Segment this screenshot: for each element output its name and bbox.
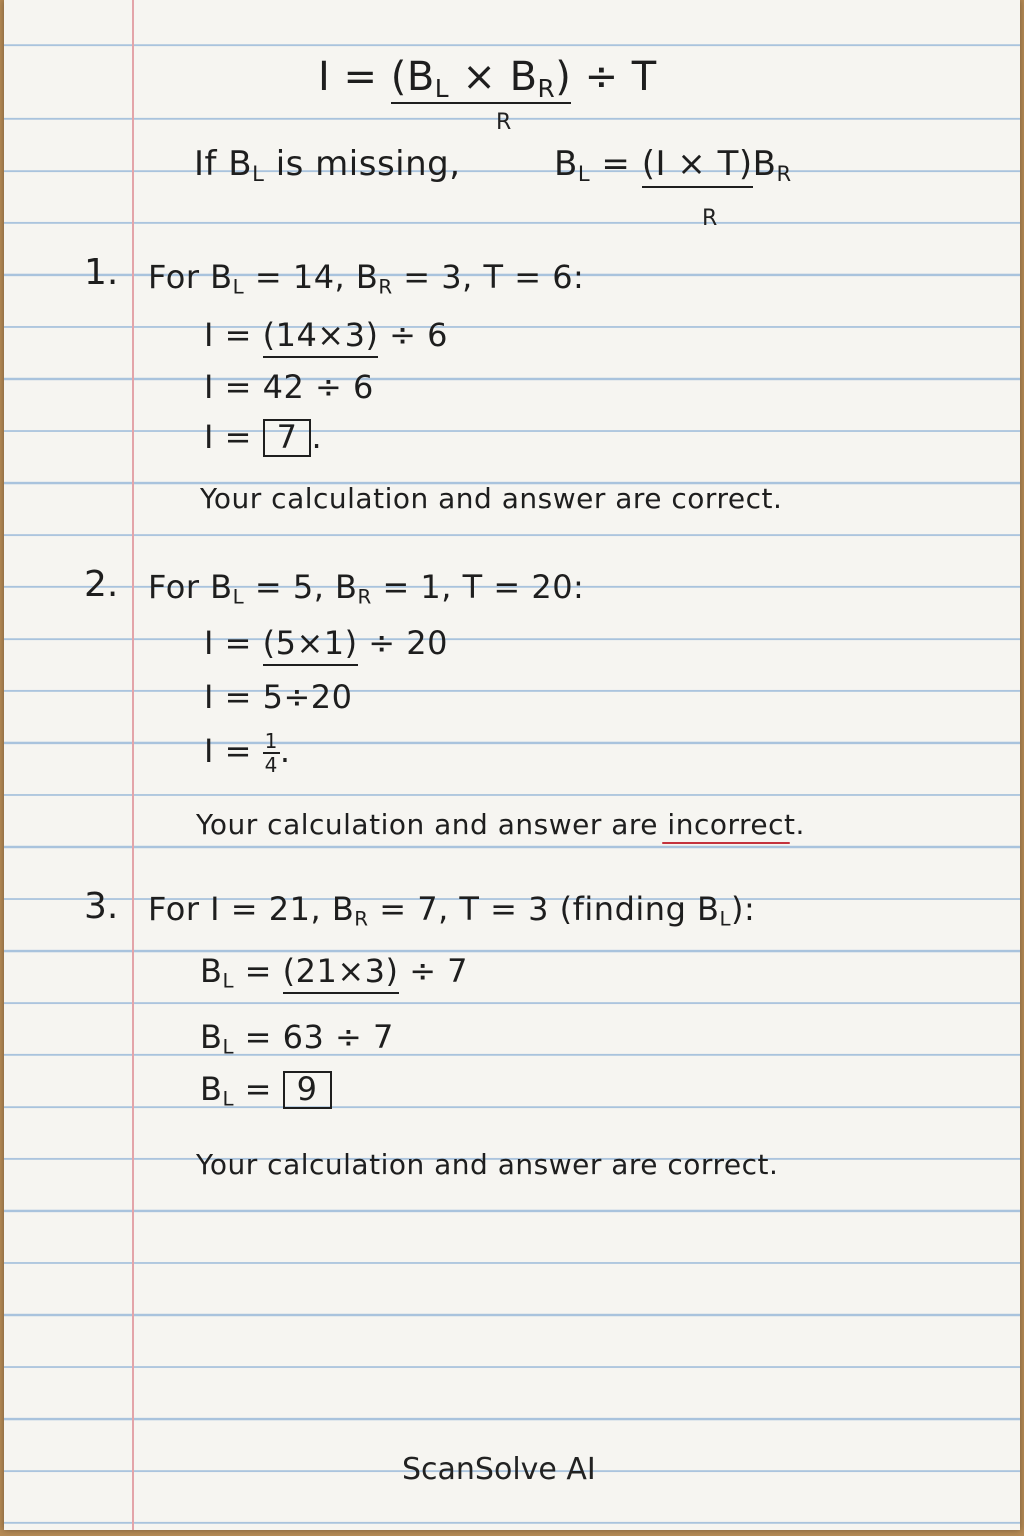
missing-denominator: R [702,206,718,231]
problem-1-step-1 [204,316,448,354]
p2-step1-lhs: I = [204,624,263,662]
problem-3-step-1 [200,952,468,993]
problem-1-answer-box: 7 [263,419,312,457]
p3-prompt-a: For I = 21, B [148,890,355,928]
p2-answer-denominator: 4 [264,753,278,777]
p3-step1-lhs-sub: L [222,969,234,993]
problem-2-verdict [196,808,805,841]
formula-sub-r: R [537,73,556,103]
p3-prompt-b: = 7, T = 3 (finding B [368,890,720,928]
problem-1-number: 1. [84,252,119,293]
p1-answer-tail: . [311,418,323,456]
problem-2-prompt [148,568,584,609]
formula-times: × B [449,54,538,100]
p3-step3-lhs: B [200,1070,223,1108]
problem-1-verdict: Your calculation and answer are correct. [200,482,783,515]
formula-tail: ÷ T [571,54,657,100]
p1-prompt-c: = 3, T = 6: [392,258,585,296]
p3-step1-num: (21×3) [283,952,399,994]
p2-step1-tail: ÷ 20 [357,624,448,662]
notebook-page [4,0,1020,1530]
missing-intro-text: If B [194,144,253,184]
p1-prompt-a-sub: L [232,275,245,299]
p1-step1-tail: ÷ 6 [378,316,448,354]
problem-3-prompt [148,890,755,931]
p2-prompt-a: For B [148,568,233,606]
p1-step1-lhs: I = [204,316,263,354]
p3-step1-lhs: B [200,952,223,990]
p2-prompt-b: = 5, B [244,568,358,606]
p1-prompt-b-sub: R [378,275,393,299]
footer-brand: ScanSolve AI [402,1452,596,1487]
problem-1-prompt [148,258,584,299]
problem-2-number: 2. [84,564,119,605]
missing-intro-rest: is missing, [264,144,461,184]
missing-intro-sub: L [252,160,265,186]
missing-intro [194,144,461,186]
p1-step3-lhs: I = [204,418,263,456]
missing-lhs: B [554,144,578,184]
problem-2-answer-fraction [263,730,280,776]
problem-3-step-2 [200,1018,394,1059]
p1-step1-num: (14×3) [263,316,379,358]
formula-lhs: I = [318,54,391,100]
p3-step1-eq: = [234,952,283,990]
missing-eq: = [590,144,642,184]
margin-line [132,0,134,1530]
formula-denominator: R [496,110,512,135]
p3-step3-eq: = [234,1070,283,1108]
missing-formula [554,144,792,186]
p3-step2-lhs-sub: L [222,1035,234,1059]
p2-verdict-incorrect-word: incorrect [667,808,796,841]
problem-3-number: 3. [84,886,119,927]
p2-answer-numerator: 1 [264,729,278,753]
problem-2-step-1 [204,624,448,662]
formula-num-open: (B [390,54,435,100]
problem-1-step-3 [204,418,322,457]
p2-verdict-end: . [795,808,805,841]
p2-step1-num: (5×1) [263,624,358,666]
p1-prompt-b: = 14, B [244,258,379,296]
formula-sub-l: L [434,73,450,103]
p3-prompt-c: ): [731,890,756,928]
p3-step1-tail: ÷ 7 [398,952,469,990]
problem-3-answer-box: 9 [283,1071,332,1109]
missing-br-sub: R [776,160,792,186]
problem-3-step-3 [200,1070,332,1111]
problem-3-verdict: Your calculation and answer are correct. [196,1148,779,1181]
missing-lhs-sub: L [577,160,591,186]
p2-answer-tail: . [279,732,291,770]
main-formula [318,54,657,103]
formula-numerator [391,54,572,104]
p1-prompt-a: For B [148,258,233,296]
formula-close: ) [555,54,572,100]
missing-br: B [752,144,777,184]
p3-prompt-a-sub: R [354,907,369,931]
problem-1-step-2: I = 42 ÷ 6 [204,368,374,406]
p3-step3-lhs-sub: L [222,1087,234,1111]
p2-step3-lhs: I = [204,732,263,770]
p3-prompt-b-sub: L [719,907,732,931]
p2-prompt-b-sub: R [357,585,372,609]
p3-step2-rest: = 63 ÷ 7 [234,1018,394,1056]
missing-numerator: (I × T) [642,144,753,188]
problem-2-step-3 [204,730,291,776]
incorrect-red-underline [662,842,790,844]
p2-prompt-a-sub: L [232,585,245,609]
p3-step2-lhs: B [200,1018,223,1056]
p2-prompt-c: = 1, T = 20: [371,568,585,606]
problem-2-step-2: I = 5÷20 [204,678,353,716]
p2-verdict-pre: Your calculation and answer are [196,808,668,841]
